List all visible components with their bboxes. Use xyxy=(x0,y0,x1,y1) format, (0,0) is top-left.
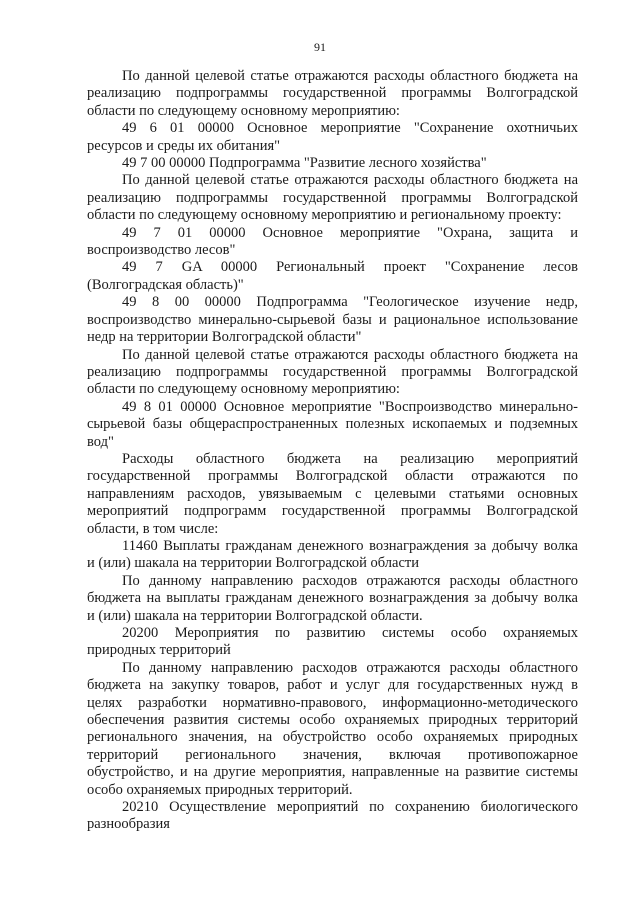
paragraph xyxy=(87,172,578,224)
text-line: По данной целевой статье отражаются расходы областного бюджета на xyxy=(122,172,578,189)
text-line: 20200 Мероприятия по развитию системы особо охраняемых xyxy=(122,625,578,641)
text-line: 49 8 00 00000 Подпрограмма "Геологическое изучение недр, xyxy=(122,294,578,311)
paragraph xyxy=(87,68,578,120)
text-line: 49 8 01 00000 Основное мероприятие "Воспроизводство минерально- xyxy=(122,398,578,415)
text-line: бюджета на выплаты гражданам денежного вознаграждения за добычу волка xyxy=(87,590,578,607)
text-line: целях разработки нормативно-правового, информационно-методического xyxy=(87,694,578,711)
paragraph xyxy=(87,660,578,799)
text-line: мероприятий подпрограмм государственной программы Волгоградской xyxy=(87,503,578,520)
text-line: природных территорий xyxy=(87,642,231,659)
page-number: 91 xyxy=(314,40,326,54)
paragraph xyxy=(87,155,578,172)
text-line: 49 7 00 00000 Подпрограмма "Развитие лесного хозяйства" xyxy=(122,155,487,172)
text-line: бюджета на закупку товаров, работ и услуг для государственных нужд в xyxy=(87,677,578,694)
paragraph xyxy=(87,347,578,399)
text-line: обустройство, и на другие мероприятия, направленные на развитие системы xyxy=(87,764,578,781)
text-line: особо охраняемых природных территорий. xyxy=(87,781,353,798)
text-line: По данной целевой статье отражаются расходы областного бюджета на xyxy=(122,346,578,363)
document-body xyxy=(87,68,578,834)
paragraph xyxy=(87,538,578,573)
text-line: 20210 Осуществление мероприятий по сохранению биологического xyxy=(122,799,578,816)
text-line: воспроизводство минерально-сырьевой базы и рациональное использование xyxy=(87,311,578,328)
text-line: и (или) шакала на территории Волгоградской области xyxy=(87,555,420,572)
text-line: области по следующему основному мероприятию: xyxy=(87,381,400,398)
text-line: государственной программы Волгоградской области отражаются по xyxy=(87,468,578,485)
text-line: территорий регионального значения, включая противопожарное xyxy=(87,746,578,763)
paragraph xyxy=(87,799,578,834)
text-line: По данному направлению расходов отражаются расходы областного xyxy=(122,572,578,589)
text-line: Расходы областного бюджета на реализацию мероприятий xyxy=(122,450,578,467)
paragraph xyxy=(87,120,578,155)
text-line: По данному направлению расходов отражаются расходы областного xyxy=(122,659,578,676)
text-line: 49 6 01 00000 Основное мероприятие "Сохранение охотничьих xyxy=(122,120,578,137)
paragraph xyxy=(87,399,578,451)
text-line: вод" xyxy=(87,433,114,450)
paragraph xyxy=(87,451,578,538)
text-line: реализацию подпрограммы государственной программы Волгоградской xyxy=(87,189,578,206)
text-line: ресурсов и среды их обитания" xyxy=(87,137,281,154)
text-line: и (или) шакала на территории Волгоградской области. xyxy=(87,607,423,624)
paragraph xyxy=(87,259,578,294)
text-line: области по следующему основному мероприятию и региональному проекту: xyxy=(87,207,562,224)
text-line: области по следующему основному мероприятию: xyxy=(87,102,400,119)
text-line: 49 7 GA 00000 Региональный проект "Сохранение лесов xyxy=(122,259,578,276)
text-line: области, в том числе: xyxy=(87,520,219,537)
text-line: сырьевой базы общераспространенных полезных ископаемых и подземных xyxy=(87,416,578,433)
text-line: (Волгоградская область)" xyxy=(87,276,244,293)
text-line: 11460 Выплаты гражданам денежного вознаграждения за добычу волка xyxy=(122,537,578,554)
paragraph xyxy=(87,625,578,660)
text-line: регионального значения, на обустройство особо охраняемых природных xyxy=(87,729,578,746)
paragraph xyxy=(87,294,578,346)
paragraph xyxy=(87,573,578,625)
paragraph xyxy=(87,225,578,260)
text-line: По данной целевой статье отражаются расходы областного бюджета на xyxy=(122,68,578,84)
text-line: 49 7 01 00000 Основное мероприятие "Охрана, защита и xyxy=(122,224,578,241)
text-line: направлениям расходов, увязываемым с целевыми статьями основных xyxy=(87,485,578,502)
text-line: разнообразия xyxy=(87,816,170,833)
text-line: воспроизводство лесов" xyxy=(87,242,236,259)
text-line: реализацию подпрограммы государственной программы Волгоградской xyxy=(87,85,578,102)
text-line: реализацию подпрограммы государственной программы Волгоградской xyxy=(87,363,578,380)
text-line: недр на территории Волгоградской области" xyxy=(87,329,362,346)
text-line: обеспечения развития системы особо охраняемых природных территорий xyxy=(87,712,578,729)
